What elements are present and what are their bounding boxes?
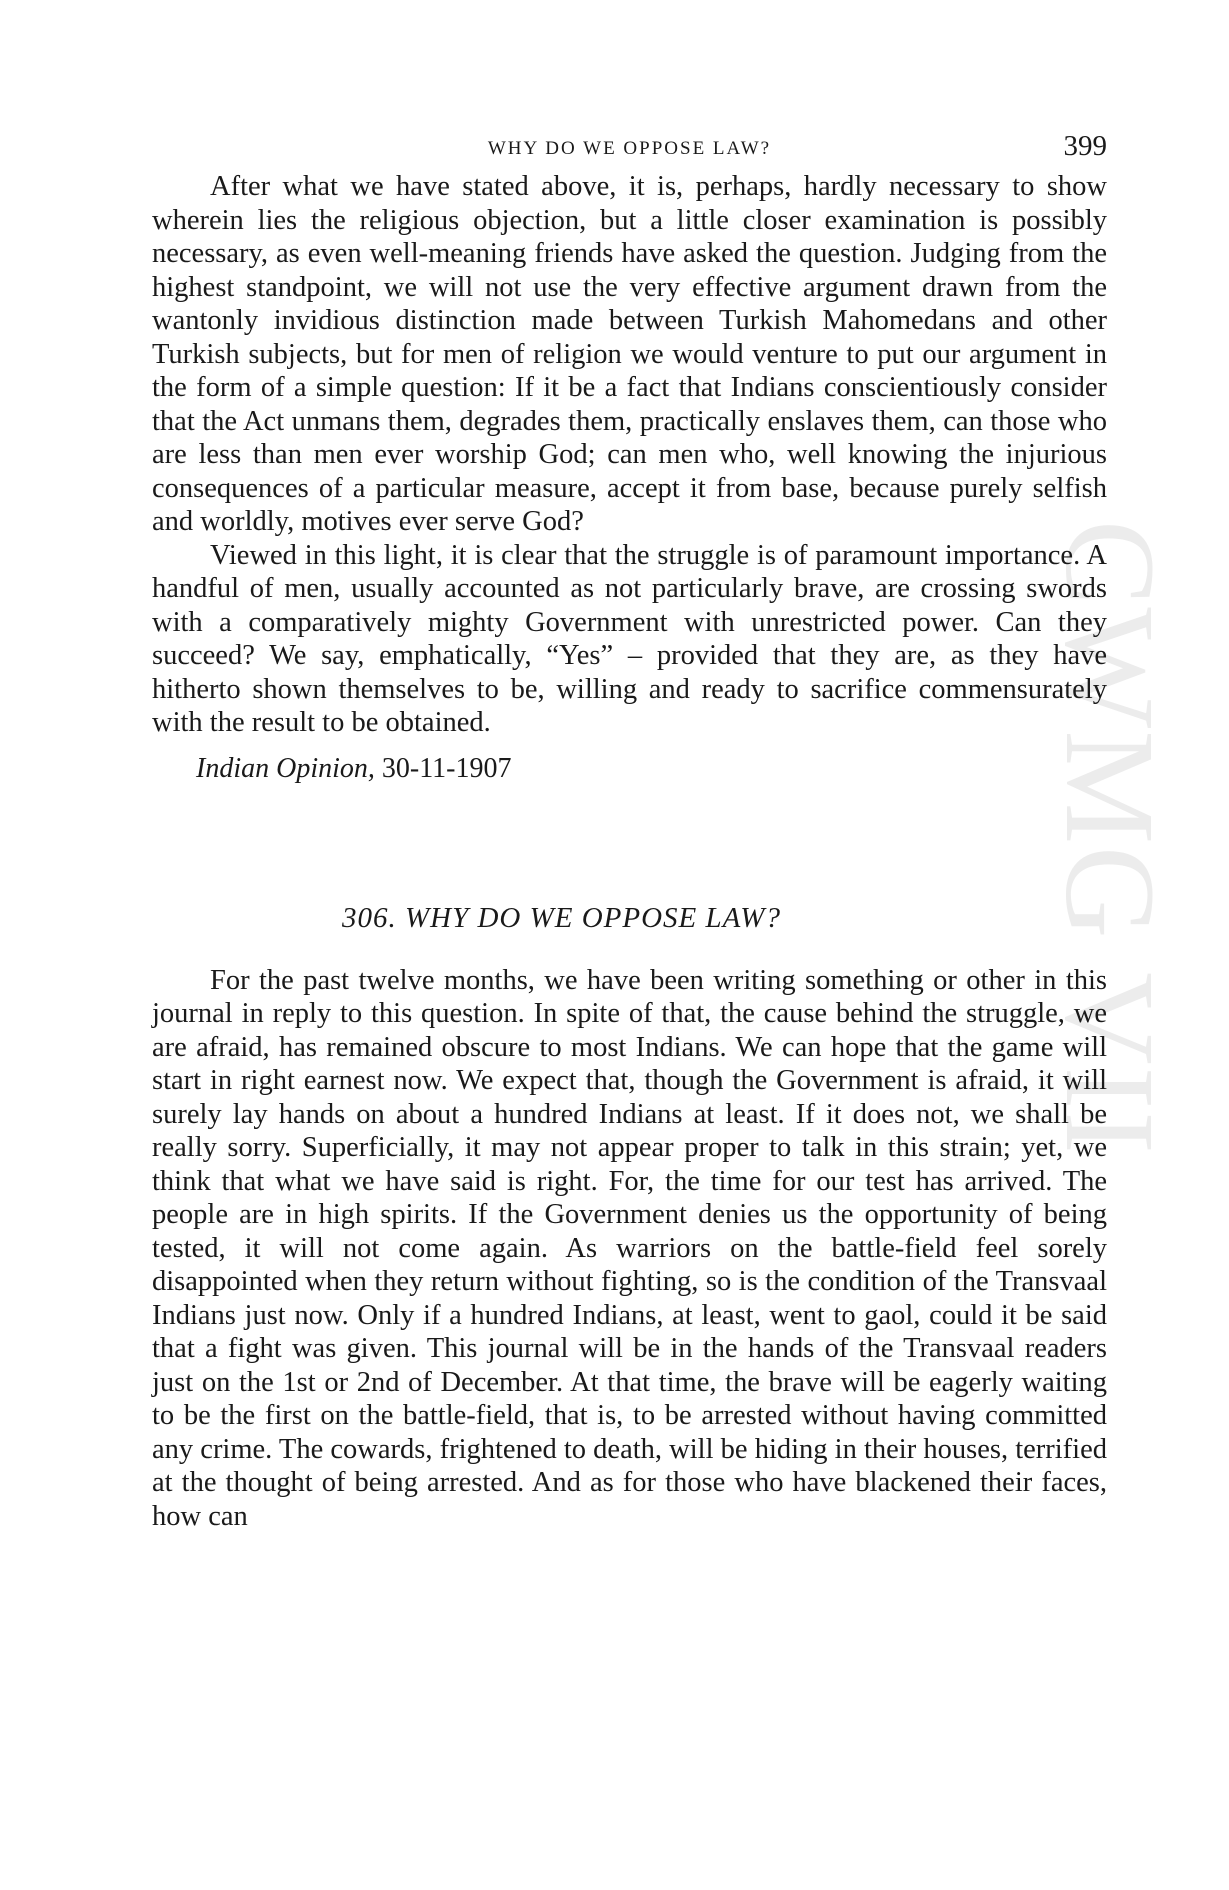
running-title: WHY DO WE OPPOSE LAW? <box>487 138 772 159</box>
paragraph-religious-objection: After what we have stated above, it is, perhaps, hardly necessary to show wherein lies the religious objection, but a little closer examination is possibly necessary, as even well-meaning friends have asked the question. Judging from the highest standpoint, we will not use the very effective argument drawn from the wantonly invidious distinction made between Turkish Mahomedans and other Turkish subjects, but for men of religion we would venture to put our argument in the form of a simple question: If it be a fact that Indians conscientiously consider that the Act unmans them, degrades them, practically enslaves them, can those who are less than men ever worship God; can men who, well knowing the injurious consequences of a particular measure, accept it from base, because purely selfish and worldly, motives ever serve God? <box>152 171 1107 537</box>
running-head <box>152 130 1107 170</box>
source-citation <box>196 752 1107 786</box>
source-publication: Indian Opinion, <box>196 752 375 784</box>
page <box>152 130 1107 1533</box>
page-number: 399 <box>1063 130 1107 162</box>
watermark: CWMG VII <box>1039 520 1181 1156</box>
article-body-paragraph: For the past twelve months, we have been writing something or other in this journal in reply to this question. In spite of that, the cause behind the struggle, we are afraid, has remained obscure to most Indians. We can hope that the game will start in right earnest now. We expect that, though the Government is afraid, it will surely lay hands on about a hundred Indians at least. If it does not, we shall be really sorry. Superficially, it may not appear proper to talk in this strain; yet, we think that what we have said is right. For, the time for our test has arrived. The people are in high spirits. If the Government denies us the opportunity of being tested, it will not come again. As warriors on the battle-field feel sorely disappointed when they return without fighting, so is the condition of the Transvaal Indians just now. Only if a hundred Indians, at least, went to gaol, could it be said that a fight was given. This journal will be in the hands of the Transvaal readers just on the 1st or 2nd of December. At that time, the brave will be eagerly waiting to be the first on the battle-field, that is, to be arrested without having committed any crime. The cowards, frightened to death, will be hiding in their houses, terrified at the thought of being arrested. And as for those who have blackened their faces, how can <box>152 964 1107 1532</box>
source-date: 30-11-1907 <box>381 752 512 784</box>
spacer <box>152 936 1107 964</box>
article-heading: 306. WHY DO WE OPPOSE LAW? <box>342 901 781 934</box>
paragraph-struggle-importance: Viewed in this light, it is clear that the struggle is of paramount importance. A handful of men, usually accounted as not particularly brave, are crossing swords with a comparatively mighty Government with unrestricted power. Can they succeed? We say, emphatically, “Yes” – provided that they are, as they have hitherto shown themselves to be, willing and ready to sacrifice commensurately with the result to be obtained. <box>152 539 1107 738</box>
